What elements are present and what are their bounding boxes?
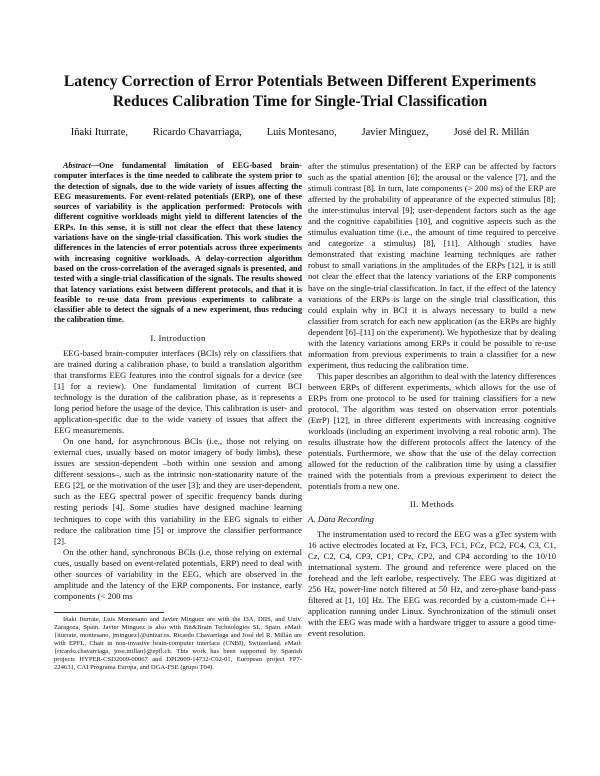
intro-paragraph-2: On one hand, for asynchronous BCIs (i.e., those not relying on external cues, usually based on motor imagery of body limbs), these issues are session-dependent –both within one session and among different sessions–, such as the intrinsic non-stationarity nature of the EEG [2], or the motivation of the user [3]; and they are user-dependent, such as the EEG spectral power of specific frequency bands during resting periods [4]. Some studies have designed machine learning techniques to cope with this variability in the EEG signals to either reduce the calibration time [5] or improve the classifier performance [2]. [54,436,302,546]
section-heading-methods: II. Methods [409,499,455,510]
author-chavarriaga: Ricardo Chavarriaga, [152,127,242,138]
intro-paragraph-3: On the other hand, synchronous BCIs (i.e, those relying on external cues, usually based on event-related potentials, ERP) need to deal with other sources of variability in the EEG, which are observed in the amplitude and the latency of the ERP components. For instance, early components (< 200 ms [54,546,302,601]
section-heading-introduction: I. Introduction [150,332,206,343]
author-montesano: Luis Montesano, [266,127,337,138]
footnote-divider [54,612,164,613]
left-column [54,161,302,673]
subsection-heading-data-recording: A. Data Recording [308,514,374,525]
author-millan: José del R. Millán [453,127,530,138]
author-iturrate: Iñaki Iturrate, [70,127,128,138]
title-line-1: Latency Correction of Error Potentials Between Different Experiments [63,73,537,90]
methods-paragraph-1: The instrumentation used to record the EEG was a gTec system with 16 active electrodes located at Fz, FC3, FC1, FCz, FC2, FC4, C3, C1, Cz, C2, C4, CP3, CP1, CPz, CP2, and CP4 according to the 10/10 international system. The ground and reference were placed on the forehead and the left earlobe, respectively. The EEG was digitized at 256 Hz, power-line notch filtered at 50 Hz, and zero-phase band-pass filtered at [1, 10] Hz. The EEG was recorded by a custom-made C++ application running under Linux. Synchronization of the stimuli onset with the EEG was made with a hardware trigger to assure a good time-event resolution. [308,528,556,638]
author-list [50,127,550,138]
abstract-label: Abstract [63,161,91,170]
intro-paragraph-4: This paper describes an algorithm to deal with the latency differences between ERPs of different experiments, which allows for the use of ERPs from one protocol to be used for training classifiers for a new protocol. The algorithm was tested on observation error potentials (ErrP) [12], in three different experiments with increasing cognitive workloads (including an experiment involving a real robotic arm). The results illustrate how the different protocols affect the latency of the potentials. Furthermore, we show that the use of the delay correction allowed for the reduction of the calibration time by using a classifier trained with the potentials from a previous experiment to detect the potentials from a new one. [308,370,556,492]
intro-paragraph-3-continued: after the stimulus presentation) of the ERP can be affected by factors such as the spatial attention [6]; the arousal or the valence [7], and the stimuli contrast [8]. In turn, late components (> 200 ms) of the ERP are affected by the probability of appearance of the expected stimulus [8]; the inter-stimulus interval [9]; user-dependent factors such as the age and the cognitive capabilities [10], and cognitive aspects such as the stimulus evaluation time (i.e., the amount of time required to perceive and categorize a stimulus) [8], [11]. Although studies have demonstrated that existing machine learning techniques are rather robust to small variations in the amplitudes of the ERPs [12], it is still not clear the effect that the latency variations of the ERP components have on the single-trial classification. In fact, if the effect of the latency variations of the ERPs is large on the single trial classification, this could explain why in BCI it is always necessary to build a new classifier from scratch for each new application (as the ERPs are highly dependent [6]–[11] on the experiment). We hypothesize that by dealing with the latency variations among ERPs it could be possible to re-use information from previous experiments to train a classifier for a new experiment, thus reducing the calibration time. [308,161,556,370]
right-column [308,161,556,639]
title-line-2: Reduces Calibration Time for Single-Trial Classification [112,93,488,110]
author-footnote: Iñaki Iturrate, Luis Montesano and Javier Minguez are with the I3A, DIIS, and Univ. Zaragoza, Spain. Javier Minguez is also with Bit&Brain Technologies SL, Spain. eMail: {iturrate, montesano, jminguez}@unizar.es. Ricardo Chavarriaga and José del R. Millán are with EPFL, Chair in non-invasive brain-computer interface (CNBI), Switzerland. eMail: {ricardo.chavarriaga, jose.millan}@epfl.ch. This work has been supported by Spanish projects HYPER-CSD2009-00067 and DPI2009-14732-C02-01, European project FP7-224631, CAI Programa Europa, and DGA-FSE (grupo T04). [54,615,302,672]
abstract [54,161,302,326]
author-minguez: Javier Minguez, [361,127,429,138]
intro-paragraph-1: EEG-based brain-computer interfaces (BCIs) rely on classifiers that are trained during a calibration phase, to build a translation algorithm that transforms EEG features into the control signals for a device (see [1] for a review). One fundamental limitation of current BCI technology is the duration of the calibration phase, as it represents a long period before the usage of the device. This calibration is user- and application-specific due to the wide variety of issues that affect the EEG measurements. [54,347,302,436]
abstract-text: —One fundamental limitation of EEG-based brain-computer interfaces is the time needed to calibrate the system prior to the detection of signals, due to the wide variety of issues affecting the EEG measurements. For event-related potentials (ERP), one of these sources of variability is the application performed: Protocols with different cognitive workloads might yield to different latencies of the ERPs. In this sense, it is still not clear the effect that these latency variations have on the single-trial classification. This work studies the differences in the latencies of error potentials across three experiments with increasing cognitive workloads. A delay-correction algorithm based on the cross-correlation of the averaged signals is presented, and tested with a single-trial classification of the signals. The results showed that latency variations exist between different protocols, and that it is feasible to re-use data from previous experiments to calibrate a classifier able to detect the signals of a new experiment, thus reducing the calibration time. [54,161,302,325]
paper-title [50,72,550,112]
